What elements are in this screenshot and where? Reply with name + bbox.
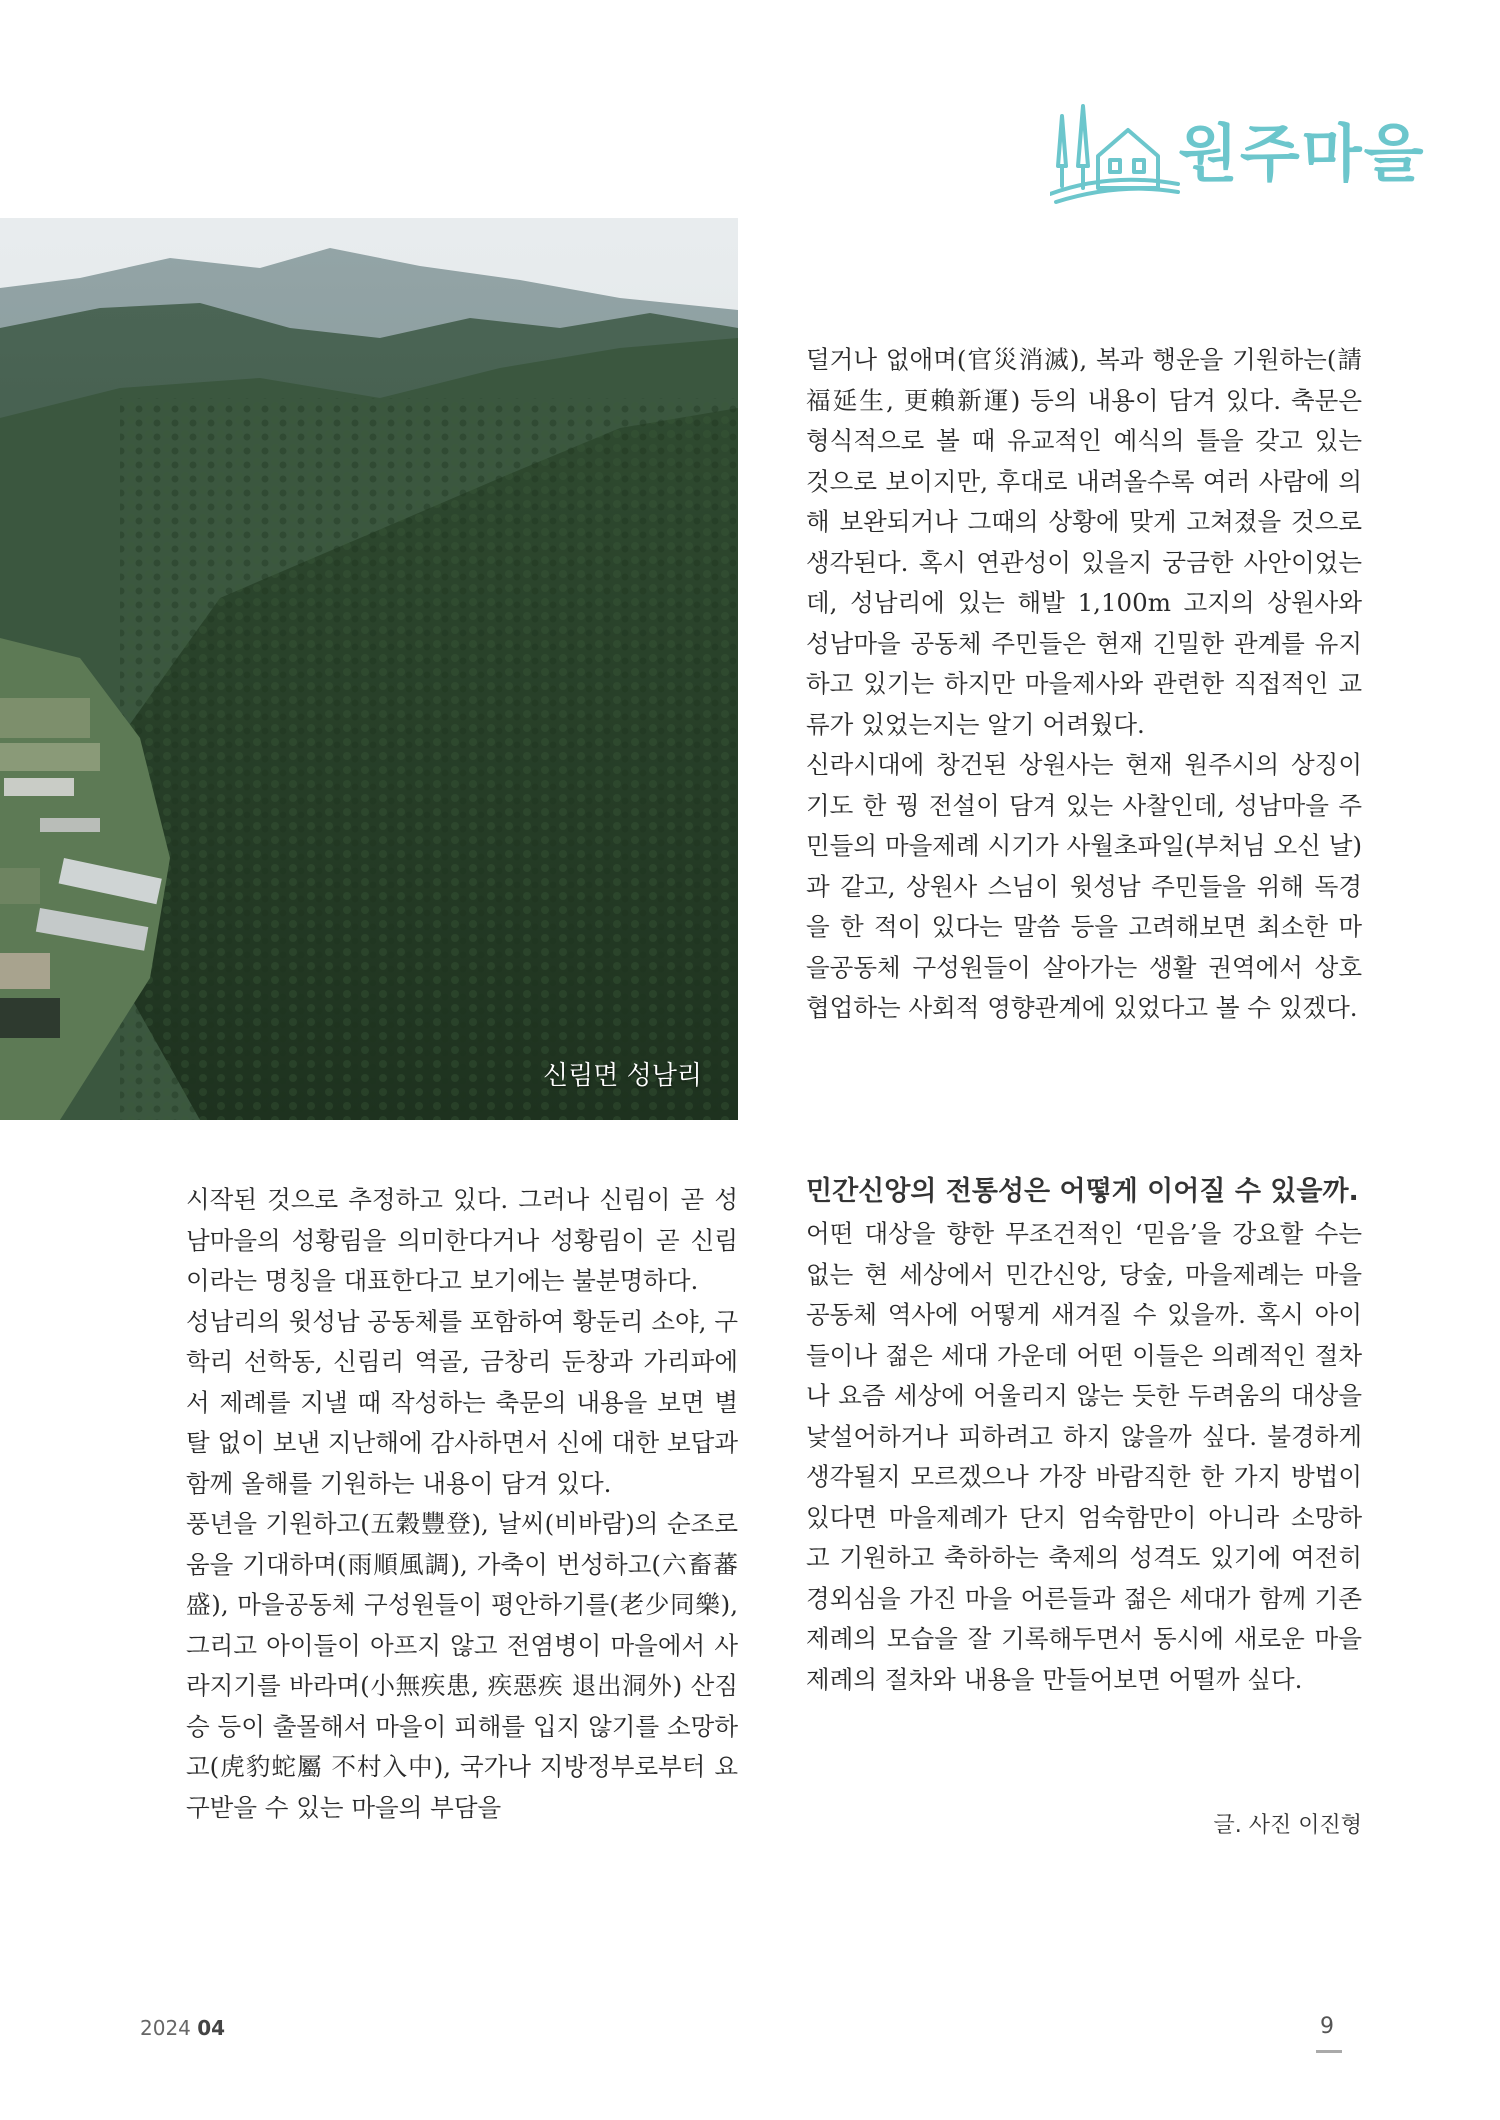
right-column-top — [806, 340, 1362, 1029]
landscape-photo — [0, 218, 738, 1120]
paragraph: 어떤 대상을 향한 무조건적인 ‘믿음’을 강요할 수는 없는 현 세상에서 민간신앙, 당숲, 마을제례는 마을공동체 역사에 어떻게 새겨질 수 있을까. 혹시 아이들이나 젊은 세대 가운데 어떤 이들은 의례적인 절차나 요즘 세상에 어울리지 않는 듯한 두려움의 대상을 낯설어하거나 피하려고 하지 않을까 싶다. 불경하게 생각될지 모르겠으나 가장 바람직한 한 가지 방법이 있다면 마을제례가 단지 엄숙함만이 아니라 소망하고 기원하고 축하하는 축제의 성격도 있기에 여전히 경외심을 가진 마을 어른들과 젊은 세대가 함께 기존 제례의 모습을 잘 기록해두면서 동시에 새로운 마을제례의 절차와 내용을 만들어보면 어떨까 싶다. — [806, 1219, 1362, 1694]
paragraph: 풍년을 기원하고(五穀豐登), 날씨(비바람)의 순조로움을 기대하며(雨順風調), 가축이 번성하고(六畜蕃盛), 마을공동체 구성원들이 평안하기를(老少同樂), 그리고 아이들이 아프지 않고 전염병이 마을에서 사라지기를 바라며(小無疾患, 疾惡疾 退出洞外) 산짐승 등이 출몰해서 마을이 피해를 입지 않기를 소망하고(虎豹蛇屬 不村入中), 국가나 지방정부로부터 요구받을 수 있는 마을의 부담을 — [186, 1509, 738, 1822]
photo-caption: 신림면 성남리 — [543, 1061, 702, 1091]
paragraph: 시작된 것으로 추정하고 있다. 그러나 신림이 곧 성남마을의 성황림을 의미한다거나 성황림이 곧 신림이라는 명칭을 대표한다고 보기에는 불분명하다. — [186, 1185, 738, 1295]
logo-title: 원주마을 — [1178, 117, 1426, 190]
right-column-bottom — [806, 1172, 1362, 1700]
section-subheading: 민간신앙의 전통성은 어떻게 이어질 수 있을까. — [806, 1176, 1359, 1207]
issue-label — [140, 2016, 225, 2040]
left-column — [186, 1180, 738, 1828]
paragraph: 성남리의 윗성남 공동체를 포함하여 황둔리 소야, 구학리 선학동, 신림리 역골, 금창리 둔창과 가리파에서 제례를 지낼 때 작성하는 축문의 내용을 보면 별 탈 없이 보낸 지난해에 감사하면서 신에 대한 보답과 함께 올해를 기원하는 내용이 담겨 있다. — [186, 1306, 738, 1498]
paragraph: 신라시대에 창건된 상원사는 현재 원주시의 상징이기도 한 꿩 전설이 담겨 있는 사찰인데, 성남마을 주민들의 마을제례 시기가 사월초파일(부처님 오신 날)과 같고, 상원사 스님이 윗성남 주민들을 위해 독경을 한 적이 있다는 말씀 등을 고려해보면 최소한 마을공동체 구성원들이 살아가는 생활 권역에서 상호 협업하는 사회적 영향관계에 있었다고 볼 수 있겠다. — [806, 750, 1362, 1022]
paragraph: 덜거나 없애며(官災消滅), 복과 행운을 기원하는(請福延生, 更賴新運) 등의 내용이 담겨 있다. 축문은 형식적으로 볼 때 유교적인 예식의 틀을 갖고 있는 것으로 보이지만, 후대로 내려올수록 여러 사람에 의해 보완되거나 그때의 상황에 맞게 고쳐졌을 것으로 생각된다. 혹시 연관성이 있을지 궁금한 사안이었는데, 성남리에 있는 해발 1,100m 고지의 상원사와 성남마을 공동체 주민들은 현재 긴밀한 관계를 유지하고 있기는 하지만 마을제사와 관련한 직접적인 교류가 있었는지는 알기 어려웠다. — [806, 345, 1362, 739]
mountain-forest-image — [0, 218, 738, 1120]
page-number: 9 — [1320, 2014, 1334, 2039]
author-credit: 글. 사진 이진형 — [1213, 1813, 1362, 1838]
page-number-underline — [1316, 2050, 1342, 2053]
issue-year: 2024 — [140, 2016, 191, 2040]
issue-month: 04 — [197, 2016, 226, 2040]
